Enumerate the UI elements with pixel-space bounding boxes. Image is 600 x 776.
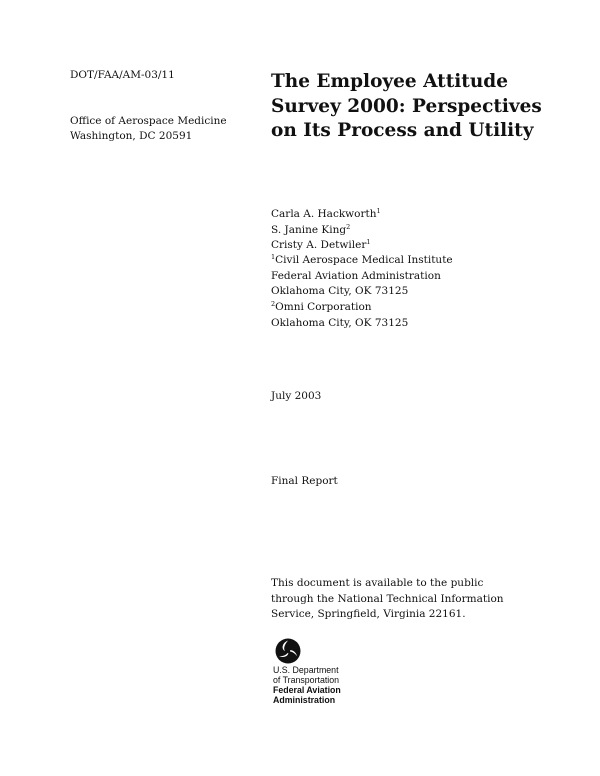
title-line-3: on Its Process and Utility	[271, 120, 534, 141]
dot-triskelion-icon	[275, 638, 301, 664]
office-name: Office of Aerospace Medicine	[70, 115, 227, 127]
affiliation-1-name: $^1$Civil Aerospace Medical Institute	[271, 253, 453, 266]
dot-faa-logo	[273, 638, 383, 708]
author-3: Cristy A. Detwiler$^1$	[271, 238, 371, 251]
dot-name-line-2: of Transportation	[273, 675, 340, 685]
faa-name-line-1: Federal Aviation	[273, 685, 341, 695]
title-line-2: Survey 2000: Perspectives	[271, 95, 542, 117]
availability-line-3: Service, Springfield, Virginia 22161.	[271, 608, 466, 620]
title-line-1: The Employee Attitude	[271, 71, 508, 92]
affiliation-2-city: Oklahoma City, OK 73125	[271, 316, 409, 329]
author-2: S. Janine King$^2$	[271, 222, 351, 236]
affiliation-1-city: Oklahoma City, OK 73125	[271, 285, 409, 297]
report-number: DOT/FAA/AM-03/11	[70, 69, 175, 81]
affiliation-2-name: $^2$Omni Corporation	[271, 300, 372, 313]
author-list	[271, 207, 381, 254]
dot-name-line-1: U.S. Department	[273, 665, 339, 675]
affiliation-1-org: Federal Aviation Administration	[271, 269, 441, 282]
report-title	[271, 70, 571, 144]
office-address	[70, 114, 227, 144]
report-type: Final Report	[271, 475, 338, 487]
report-date: July 2003	[271, 390, 322, 402]
office-city: Washington, DC 20591	[70, 130, 193, 142]
affiliation-2	[271, 300, 408, 331]
availability-line-2: through the National Technical Information	[271, 592, 504, 605]
availability-statement	[271, 576, 504, 623]
author-1: Carla A. Hackworth$^1$	[271, 207, 381, 220]
availability-line-1: This document is available to the public	[271, 577, 484, 589]
affiliation-1	[271, 253, 453, 300]
faa-name-line-2: Administration	[273, 695, 336, 705]
dot-logo-text	[273, 665, 341, 705]
